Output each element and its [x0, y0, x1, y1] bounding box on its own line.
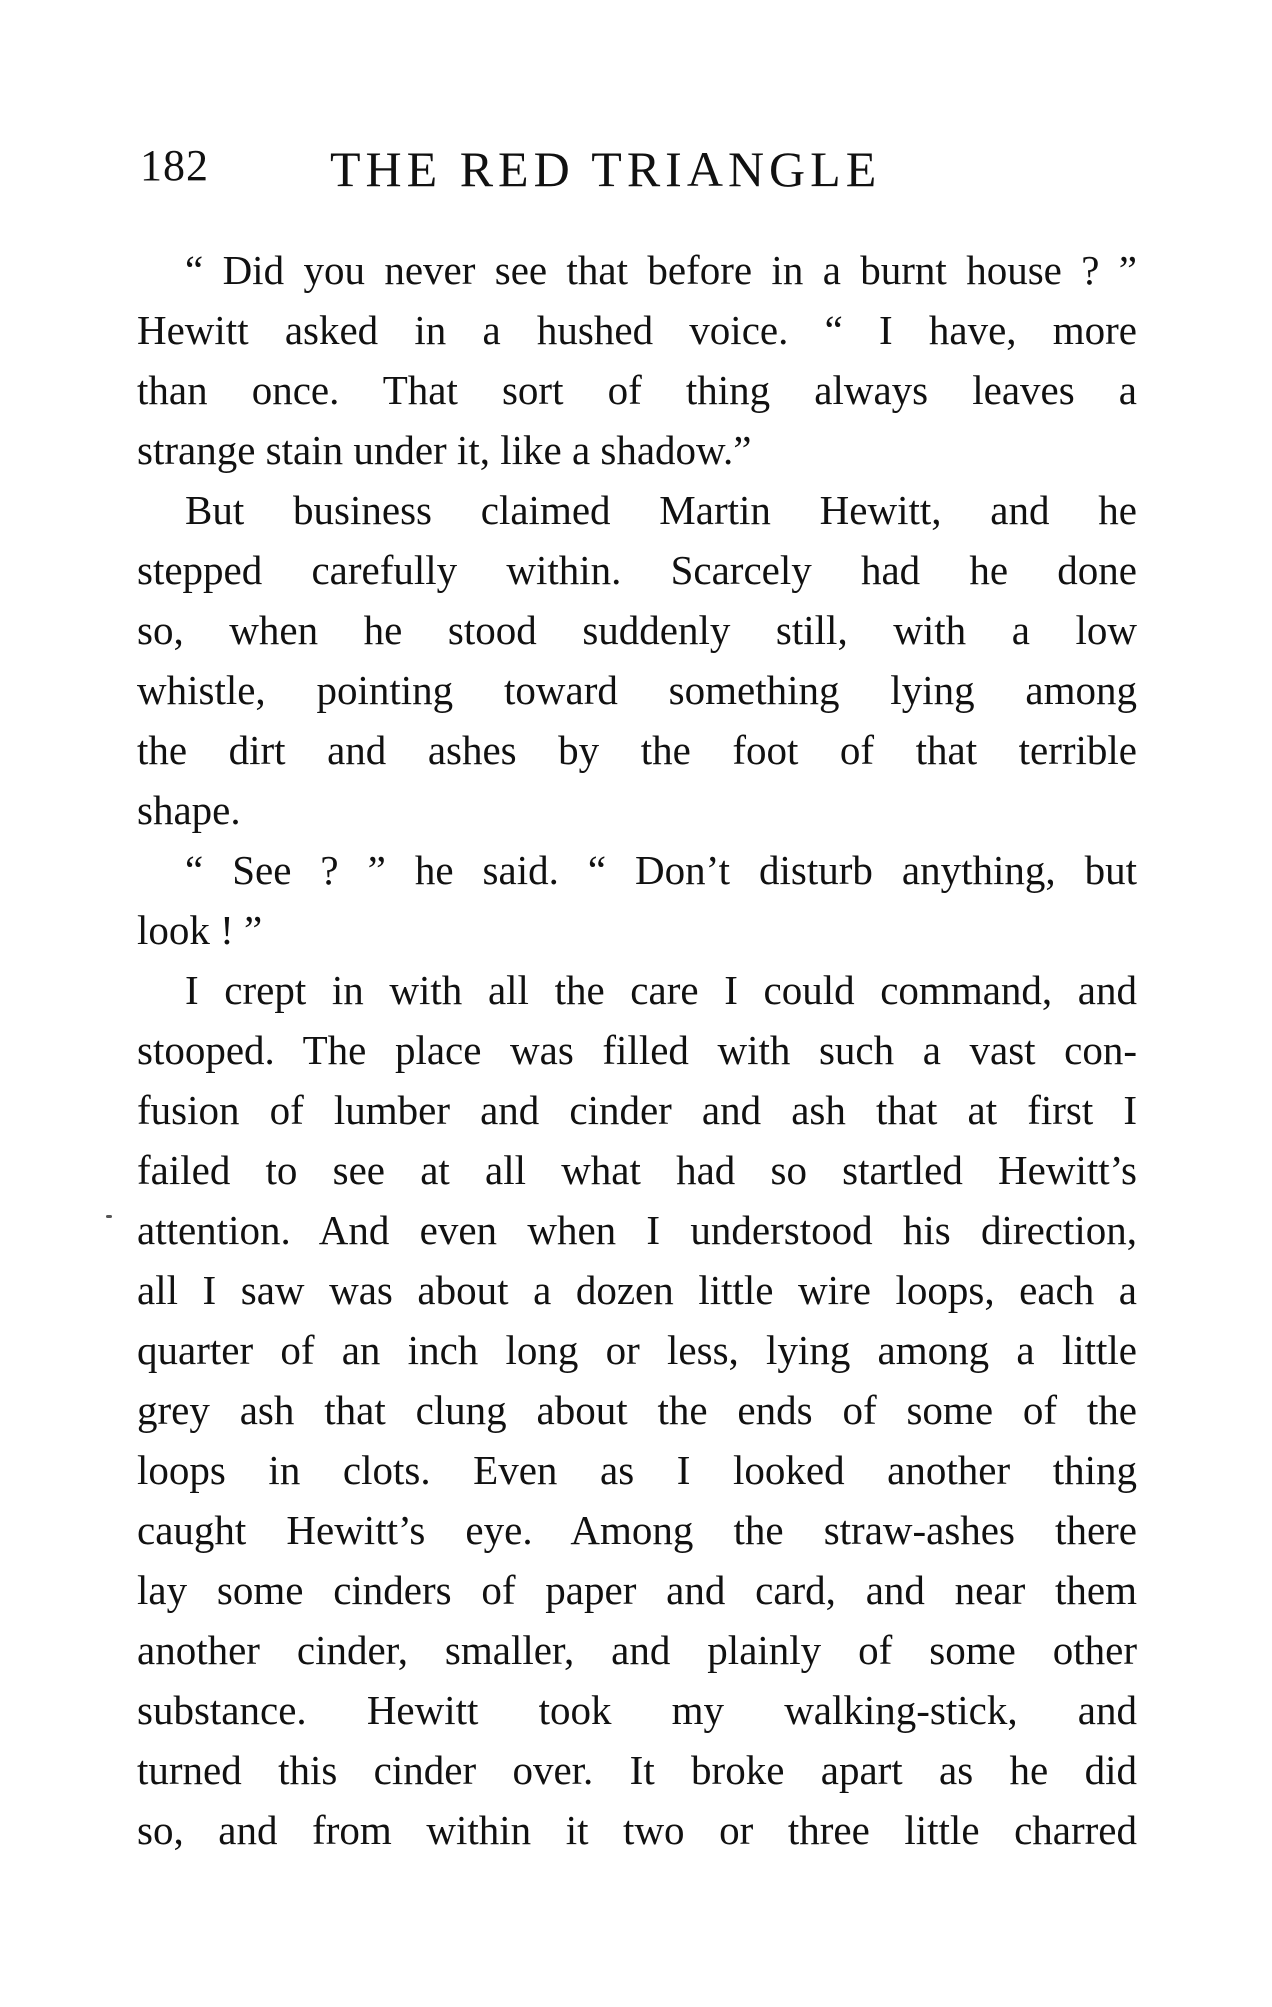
text-line: caught Hewitt’s eye. Among the straw-ashes there: [137, 1507, 1137, 1553]
text-line: attention. And even when I understood his direction,: [137, 1207, 1137, 1253]
text-line: so, when he stood suddenly still, with a low: [137, 607, 1137, 653]
text-line: another cinder, smaller, and plainly of some other: [137, 1627, 1137, 1673]
text-line: strange stain under it, like a shadow.”: [137, 427, 752, 473]
running-title: THE RED TRIANGLE: [330, 141, 882, 197]
text-line: substance. Hewitt took my walking-stick, and: [137, 1687, 1137, 1733]
text-line: loops in clots. Even as I looked another thing: [137, 1447, 1137, 1493]
body-text: [137, 240, 1137, 1860]
text-line: the dirt and ashes by the foot of that terrible: [137, 727, 1137, 773]
text-line: lay some cinders of paper and card, and near them: [137, 1567, 1137, 1613]
text-line: But business claimed Martin Hewitt, and he: [185, 487, 1137, 533]
text-line: look ! ”: [137, 907, 263, 953]
page-number: 182: [140, 141, 209, 190]
text-line: stepped carefully within. Scarcely had he done: [137, 547, 1137, 593]
text-line: Hewitt asked in a hushed voice. “ I have, more: [137, 307, 1137, 353]
text-line: turned this cinder over. It broke apart as he did: [137, 1747, 1137, 1793]
text-line: “ See ? ” he said. “ Don’t disturb anything, but: [185, 847, 1137, 893]
text-line: all I saw was about a dozen little wire loops, each a: [137, 1267, 1137, 1313]
text-line: I crept in with all the care I could command, and: [185, 967, 1137, 1013]
running-head: [140, 140, 1140, 210]
text-line: shape.: [137, 787, 241, 833]
text-line: “ Did you never see that before in a burnt house ? ”: [185, 247, 1137, 293]
text-line: quarter of an inch long or less, lying among a little: [137, 1327, 1137, 1373]
margin-speck: [106, 1215, 112, 1218]
text-line: than once. That sort of thing always leaves a: [137, 367, 1137, 413]
text-line: fusion of lumber and cinder and ash that at first I: [137, 1087, 1137, 1133]
text-line: stooped. The place was filled with such a vast con-: [137, 1027, 1137, 1073]
text-line: whistle, pointing toward something lying among: [137, 667, 1137, 713]
text-line: failed to see at all what had so startled Hewitt’s: [137, 1147, 1137, 1193]
text-line: so, and from within it two or three little charred: [137, 1807, 1137, 1853]
text-line: grey ash that clung about the ends of some of the: [137, 1387, 1137, 1433]
